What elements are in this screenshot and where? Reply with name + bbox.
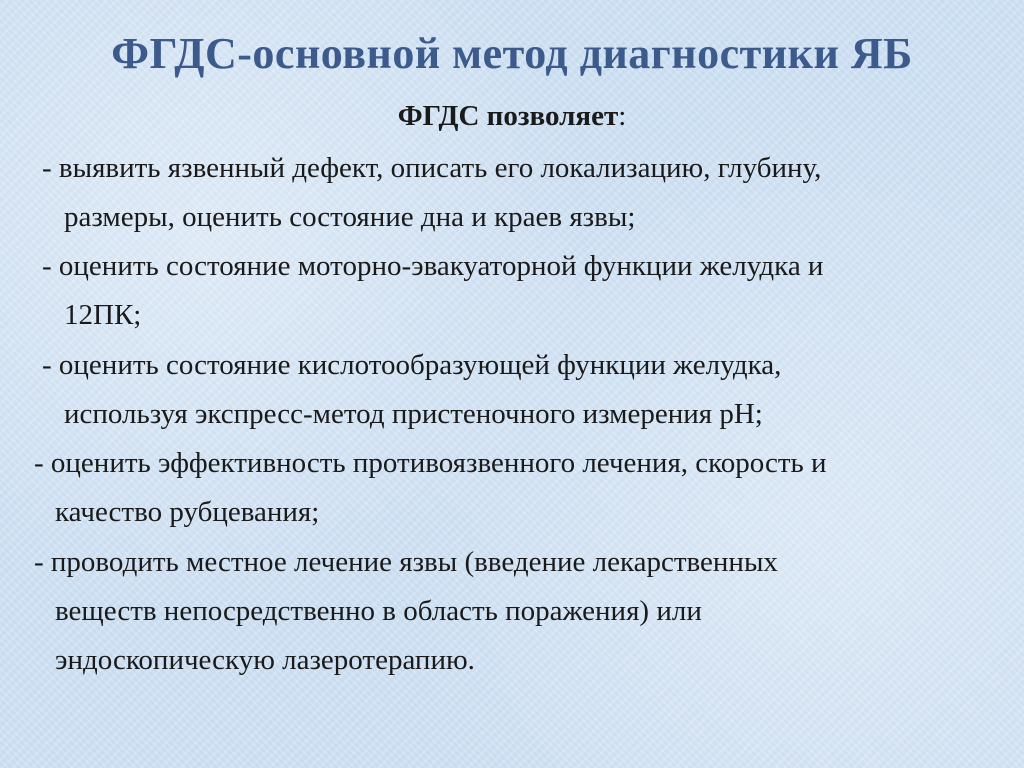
bullet-line-2: - оценить состояние моторно-эвакуаторной функции желудка и — [42, 250, 824, 282]
bullet-line-2-continued: 12ПК; — [64, 299, 142, 331]
bullet-line-4-continued: качество рубцевания; — [55, 496, 320, 528]
bullet-line-3-continued: используя экспресс-метод пристеночного измерения рН; — [64, 398, 763, 430]
slide-subtitle — [0, 98, 1024, 134]
subtitle-bold-text: ФГДС позволяет — [397, 100, 619, 132]
bullet-line-4: - оценить эффективность противоязвенного лечения, скорость и — [34, 447, 827, 479]
bullet-line-5: - проводить местное лечение язвы (введение лекарственных — [34, 546, 778, 578]
slide-title: ФГДС-основной метод диагностики ЯБ — [111, 29, 913, 78]
bullet-line-3: - оценить состояние кислотообразующей функции желудка, — [42, 349, 782, 381]
bullet-line-1-continued: размеры, оценить состояние дна и краев язвы; — [64, 201, 636, 233]
bullet-line-5-continued-2: эндоскопическую лазеротерапию. — [55, 644, 475, 676]
bullet-line-5-continued: веществ непосредственно в область поражения) или — [55, 595, 702, 627]
subtitle-colon: : — [618, 100, 627, 132]
bullet-line-1: - выявить язвенный дефект, описать его локализацию, глубину, — [42, 152, 822, 184]
